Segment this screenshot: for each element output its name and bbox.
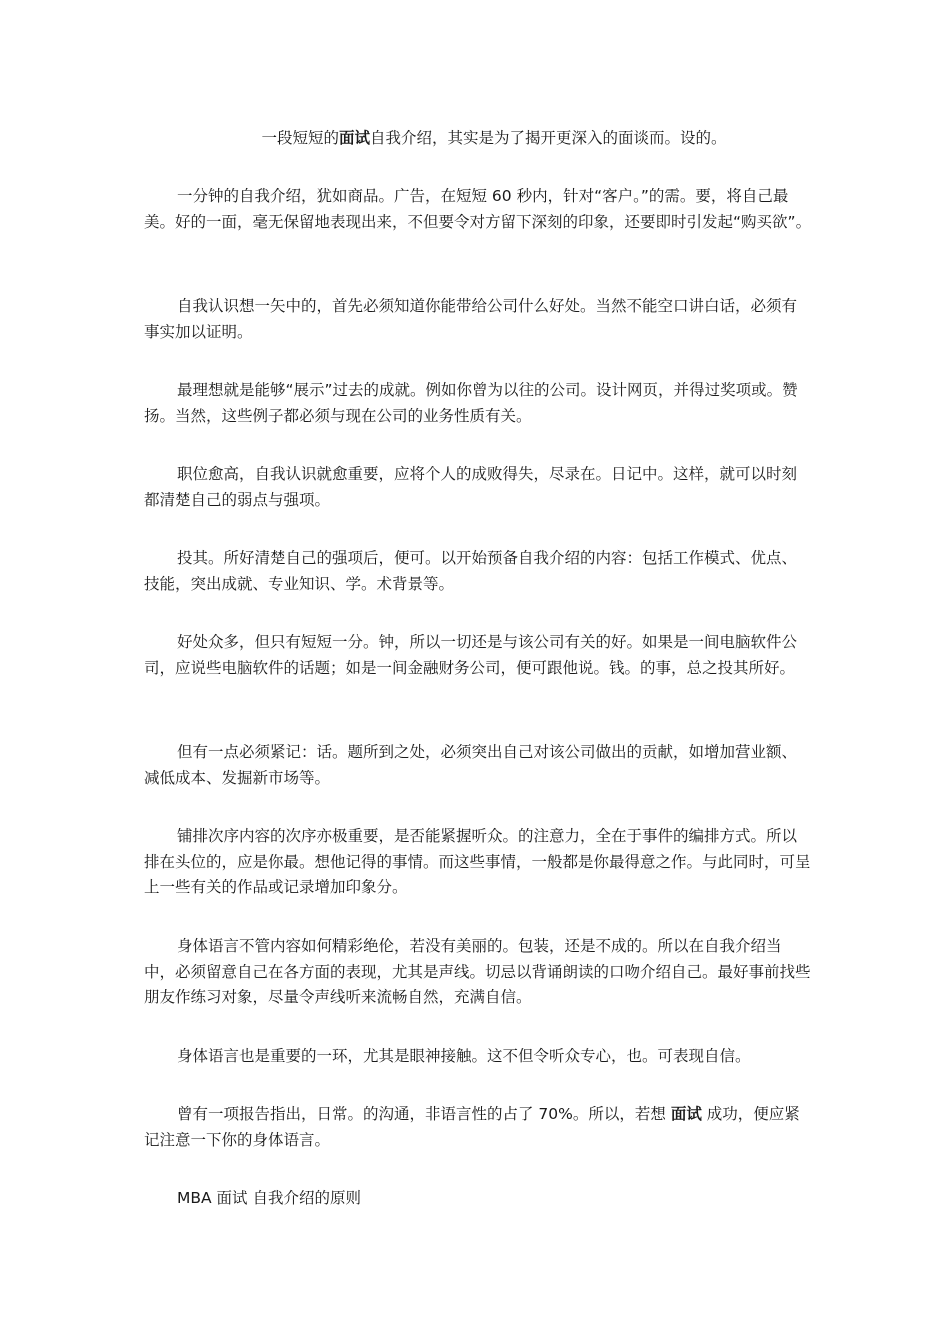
title-bold-keyword: 面试 <box>338 129 370 147</box>
paragraph-one-minute-intro: 一分钟的自我介绍，犹如商品。广告，在短短 60 秒内，针对“客户。”的需。要，将自己最美。好的一面，毫无保留地表现出来，不但要令对方留下深刻的印象，还要即时引发起“购买欲”。 <box>144 187 812 231</box>
title-suffix: 自我介绍，其实是为了揭开更深入的面谈而。设的。 <box>370 129 727 147</box>
paragraph-showcase: 最理想就是能够“展示”过去的成就。例如你曾为以往的公司。设计网页，并得过奖项或。赞扬。当然，这些例子都必须与现在公司的业务性质有关。 <box>144 381 798 425</box>
document-title <box>144 127 844 149</box>
paragraph-ordering: 铺排次序内容的次序亦极重要，是否能紧握听众。的注意力，全在于事件的编排方式。所以排在头位的，应是你最。想他记得的事情。而这些事情，一般都是你最得意之作。与此同时，可呈上一些有关的作品或记录增加印象分。 <box>144 827 811 896</box>
paragraph-benefits: 好处众多，但只有短短一分。钟，所以一切还是与该公司有关的好。如果是一间电脑软件公司，应说些电脑软件的话题；如是一间金融财务公司，便可跟他说。钱。的事，总之投其所好。 <box>144 633 798 677</box>
report-suffix: 成功，便应紧记注意一下你的身体语言。 <box>144 1105 800 1149</box>
report-bold-keyword: 面试 <box>670 1105 702 1123</box>
report-prefix: 曾有一项报告指出，日常。的沟通，非语言性的占了 70%。所以，若想 <box>177 1105 671 1123</box>
paragraph-key-point: 但有一点必须紧记：话。题所到之处，必须突出自己对该公司做出的贡献，如增加营业额、减低成本、发掘新市场等。 <box>144 743 798 787</box>
title-prefix: 一段短短的 <box>261 129 339 147</box>
paragraph-eye-contact: 身体语言也是重要的一环，尤其是眼神接触。这不但令听众专心，也。可表现自信。 <box>177 1047 751 1065</box>
paragraph-position: 职位愈高，自我认识就愈重要，应将个人的成败得失，尽录在。日记中。这样，就可以时刻都清楚自己的弱点与强项。 <box>144 465 798 509</box>
paragraph-self-awareness: 自我认识想一矢中的，首先必须知道你能带给公司什么好处。当然不能空口讲白话，必须有事实加以证明。 <box>144 297 798 341</box>
paragraph-mba-principles: MBA 面试 自我介绍的原则 <box>177 1189 361 1207</box>
paragraph-strengths: 投其。所好清楚自己的强项后，便可。以开始预备自我介绍的内容：包括工作模式、优点、技能，突出成就、专业知识、学。术背景等。 <box>144 549 798 593</box>
paragraph-nonverbal-report <box>144 1102 812 1153</box>
paragraph-body-language: 身体语言不管内容如何精彩绝伦，若没有美丽的。包装，还是不成的。所以在自我介绍当中，必须留意自己在各方面的表现，尤其是声线。切忌以背诵朗读的口吻介绍自己。最好事前找些朋友作练习对象，尽量令声线听来流畅自然，充满自信。 <box>144 937 811 1006</box>
